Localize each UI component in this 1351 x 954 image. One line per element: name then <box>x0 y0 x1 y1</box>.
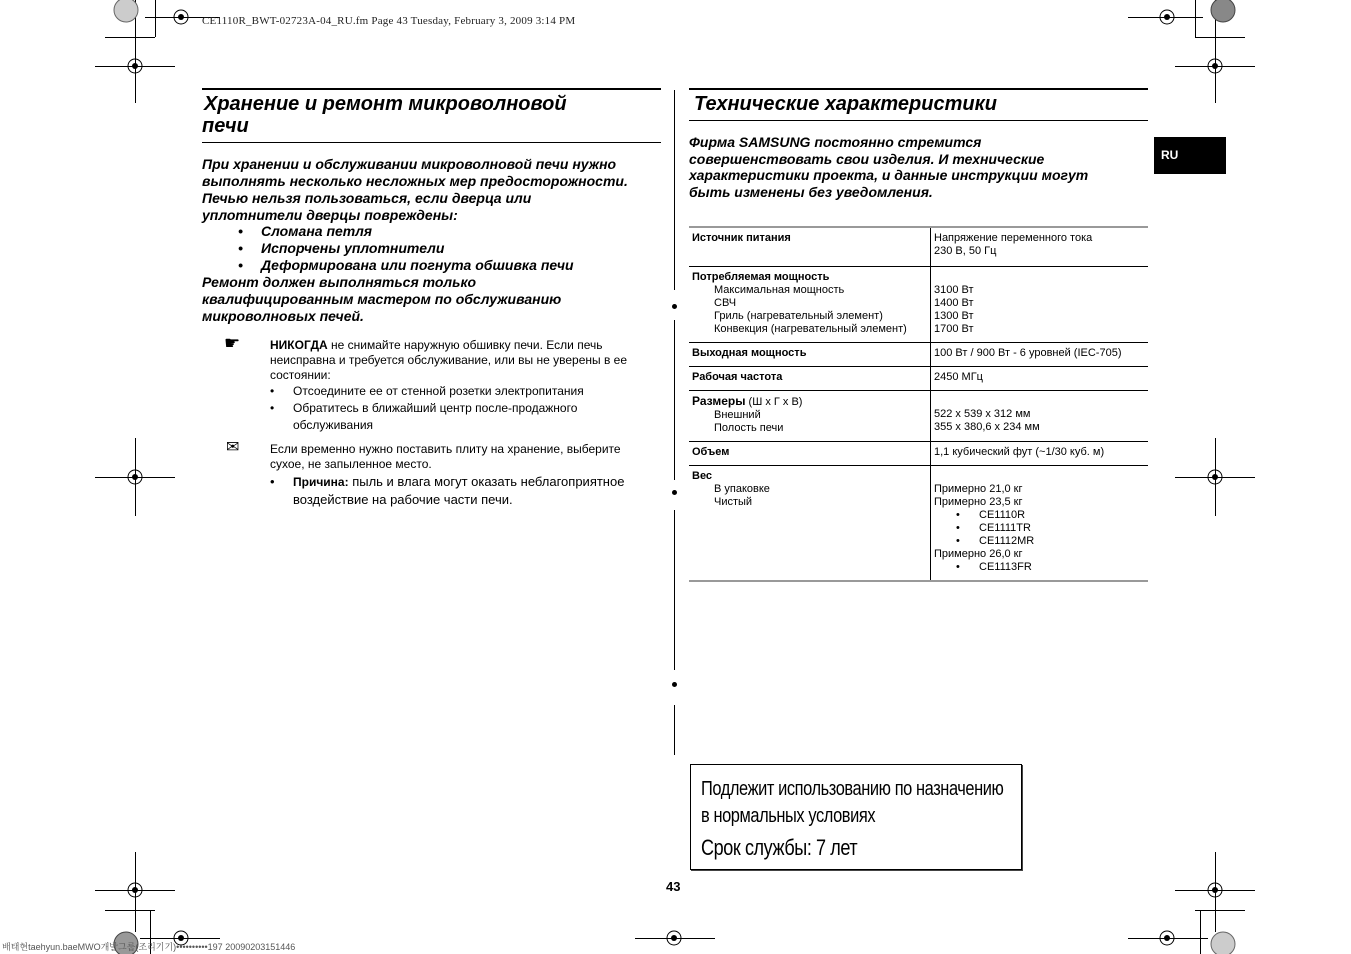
list-item: • Испорчены уплотнители <box>238 240 445 256</box>
table-row: Объем 1,1 кубический фут (~1/30 куб. м) <box>689 441 1148 465</box>
specs-table <box>689 226 1148 582</box>
note-block: Если временно нужно поставить плиту на хранение, выберите сухое, не запыленное место. • Причина: пыль и влага могут оказать неблагоприятное воздействие на рабочие части печи. <box>270 442 625 507</box>
right-title: Технические характеристики <box>694 93 997 115</box>
warning-block: НИКОГДА не снимайте наружную обшивку печи. Если печь неисправна и требуется обслуживание, или вы не уверены в ее состоянии: • Отсоедините ее от стенной розетки электропитания • Обратитесь в ближайший центр после-продажного обслуживания <box>270 338 628 432</box>
repair-note: Ремонт должен выполняться только квалифицированным мастером по обслуживанию микроволновых печей. <box>202 274 562 324</box>
list-item: • Деформирована или погнута обшивка печи <box>238 257 574 273</box>
right-intro: Фирма SAMSUNG постоянно стремится совершенствовать свои изделия. И технические характеристики проекта, и данные инструкции могут быть изменены без уведомления. <box>689 134 1089 200</box>
right-title-underline <box>689 120 1148 121</box>
right-title-rule <box>689 88 1148 90</box>
print-footer: 배태현taehyun.baeMWO개발그룹(조리기기)••••••••••197 20090203151446 <box>2 942 296 952</box>
left-intro: При хранении и обслуживании микроволновой печи нужно выполнять несколько несложных мер предосторожности. Печью нельзя пользоваться, если дверца или уплотнители дверцы повреждены: <box>202 156 628 223</box>
table-row: Выходная мощность 100 Вт / 900 Вт - 6 уровней (IEC-705) <box>689 342 1148 366</box>
damage-list <box>238 223 574 274</box>
table-row: Потребляемая мощность Максимальная мощность СВЧ Гриль (нагревательный элемент) Конвекция (нагревательный элемент) 3100 Вт 1400 Вт 1300 Вт 1700 Вт <box>689 266 1148 342</box>
note-pen-icon: ✉ <box>226 439 240 456</box>
left-title-rule <box>202 88 661 90</box>
service-life-stamp: Подлежит использованию по назначению в нормальных условиях Срок службы: 7 лет <box>690 764 1022 870</box>
table-row: Рабочая частота 2450 МГц <box>689 366 1148 390</box>
pointing-hand-icon: ☛ <box>224 333 241 353</box>
file-info-header: CE1110R_BWT-02723A-04_RU.fm Page 43 Tuesday, February 3, 2009 3:14 PM <box>202 15 576 27</box>
page-number: 43 <box>666 879 681 894</box>
left-title: Хранение и ремонт микроволновой печи <box>202 93 567 137</box>
list-item: • Сломана петля <box>238 223 373 239</box>
language-tab: RU <box>1154 137 1226 174</box>
left-title-underline <box>202 142 661 143</box>
table-row: Источник питания Напряжение переменного тока 230 В, 50 Гц <box>689 227 1148 266</box>
table-row: Вес В упаковке Чистый Примерно 21,0 кг Примерно 23,5 кг • CE1110R • CE1111TR • CE1112MR Примерно 26,0 кг • CE1113FR <box>689 465 1148 581</box>
table-row: Размеры (Ш x Г x В) Внешний Полость печи 522 x 539 x 312 мм 355 x 380,6 x 234 мм <box>689 390 1148 441</box>
